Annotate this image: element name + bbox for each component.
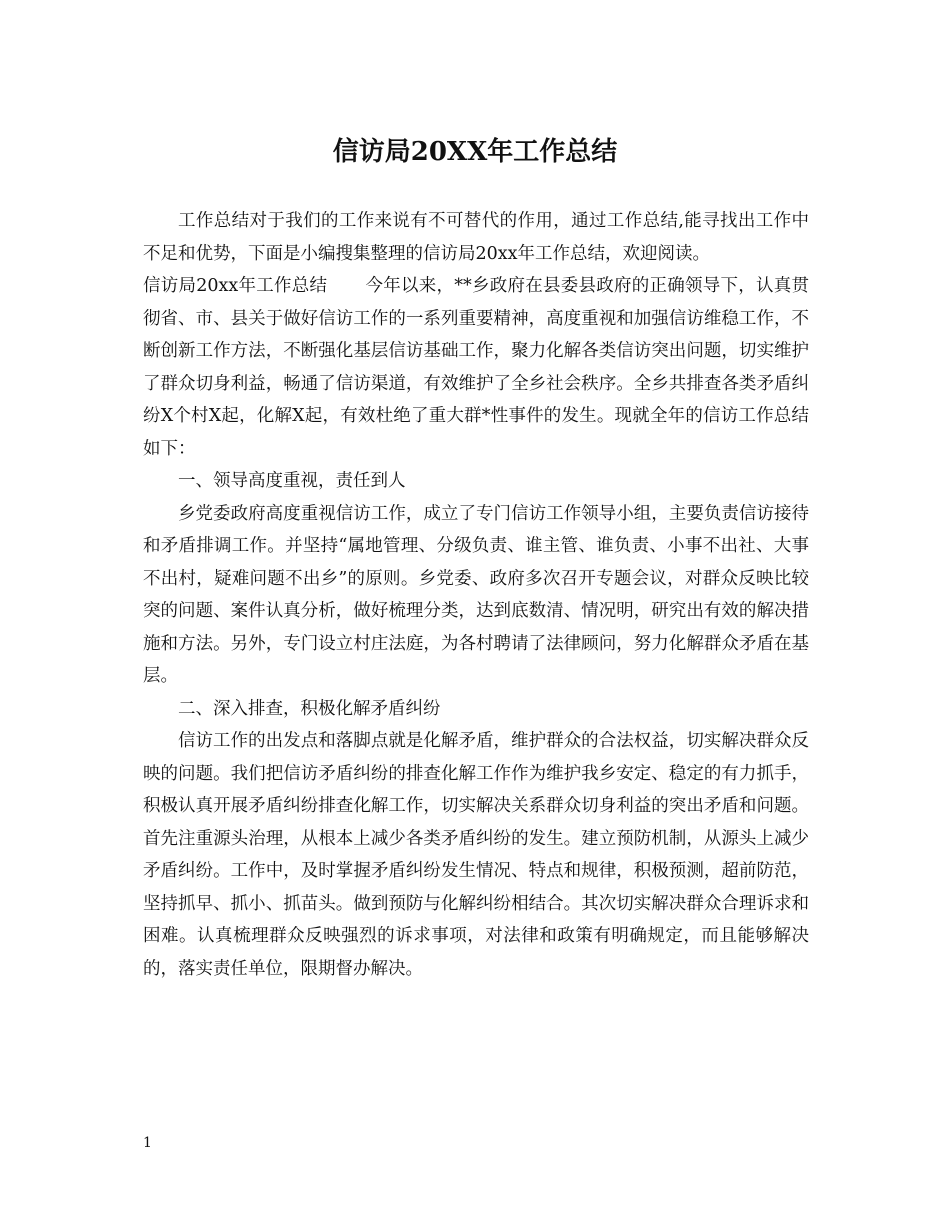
page-title: 信访局20XX年工作总结 [332, 137, 618, 167]
section-heading-1: 一、领导高度重视，责任到人 [178, 471, 406, 491]
intro-paragraph: 工作总结对于我们的工作来说有不可替代的作用，通过工作总结,能寻找出工作中不足和优势，下面是小编搜集整理的信访局20xx年工作总结，欢迎阅读。 [143, 211, 809, 264]
overview-text: 今年以来，**乡政府在县委县政府的正确领导下，认真贯彻省、市、县关于做好信访工作的一系列重要精神，高度重视和加强信访维稳工作，不断创新工作方法，不断强化基层信访基础工作，聚力化解各类信访突出问题，切实维护了群众切身利益，畅通了信访渠道，有效维护了全乡社会秩序。全乡共排查各类矛盾纠纷X个村X起，化解X起，有效杜绝了重大群*性事件的发生。现就全年的信访工作总结如下： [143, 276, 810, 459]
section-heading-2: 二、深入排查，积极化解矛盾纠纷 [178, 698, 441, 719]
document-subtitle: 信访局20xx年工作总结 [143, 276, 328, 296]
document-body [143, 205, 809, 985]
section-paragraph-1: 乡党委政府高度重视信访工作，成立了专门信访工作领导小组，主要负责信访接待和矛盾排调工作。并坚持“属地管理、分级负责、谁主管、谁负责、小事不出社、大事不出村，疑难问题不出乡”的原则。乡党委、政府多次召开专题会议，对群众反映比较突的问题、案件认真分析，做好梳理分类，达到底数清、情况明，研究出有效的解决措施和方法。另外，专门设立村庄法庭，为各村聘请了法律顾问，努力化解群众矛盾在基层。 [143, 503, 809, 686]
section-paragraph-2: 信访工作的出发点和落脚点就是化解矛盾，维护群众的合法权益，切实解决群众反映的问题。我们把信访矛盾纠纷的排查化解工作作为维护我乡安定、稳定的有力抓手，积极认真开展矛盾纠纷排查化解工作，切实解决关系群众切身利益的突出矛盾和问题。首先注重源头治理，从根本上减少各类矛盾纠纷的发生。建立预防机制，从源头上减少矛盾纠纷。工作中，及时掌握矛盾纠纷发生情况、特点和规律，积极预测，超前防范，坚持抓早、抓小、抓苗头。做到预防与化解纠纷相结合。其次切实解决群众合理诉求和困难。认真梳理群众反映强烈的诉求事项，对法律和政策有明确规定，而且能够解决的，落实责任单位，限期督办解决。 [143, 731, 809, 979]
page-number: 1 [143, 1135, 152, 1151]
overview-paragraph [143, 270, 809, 465]
